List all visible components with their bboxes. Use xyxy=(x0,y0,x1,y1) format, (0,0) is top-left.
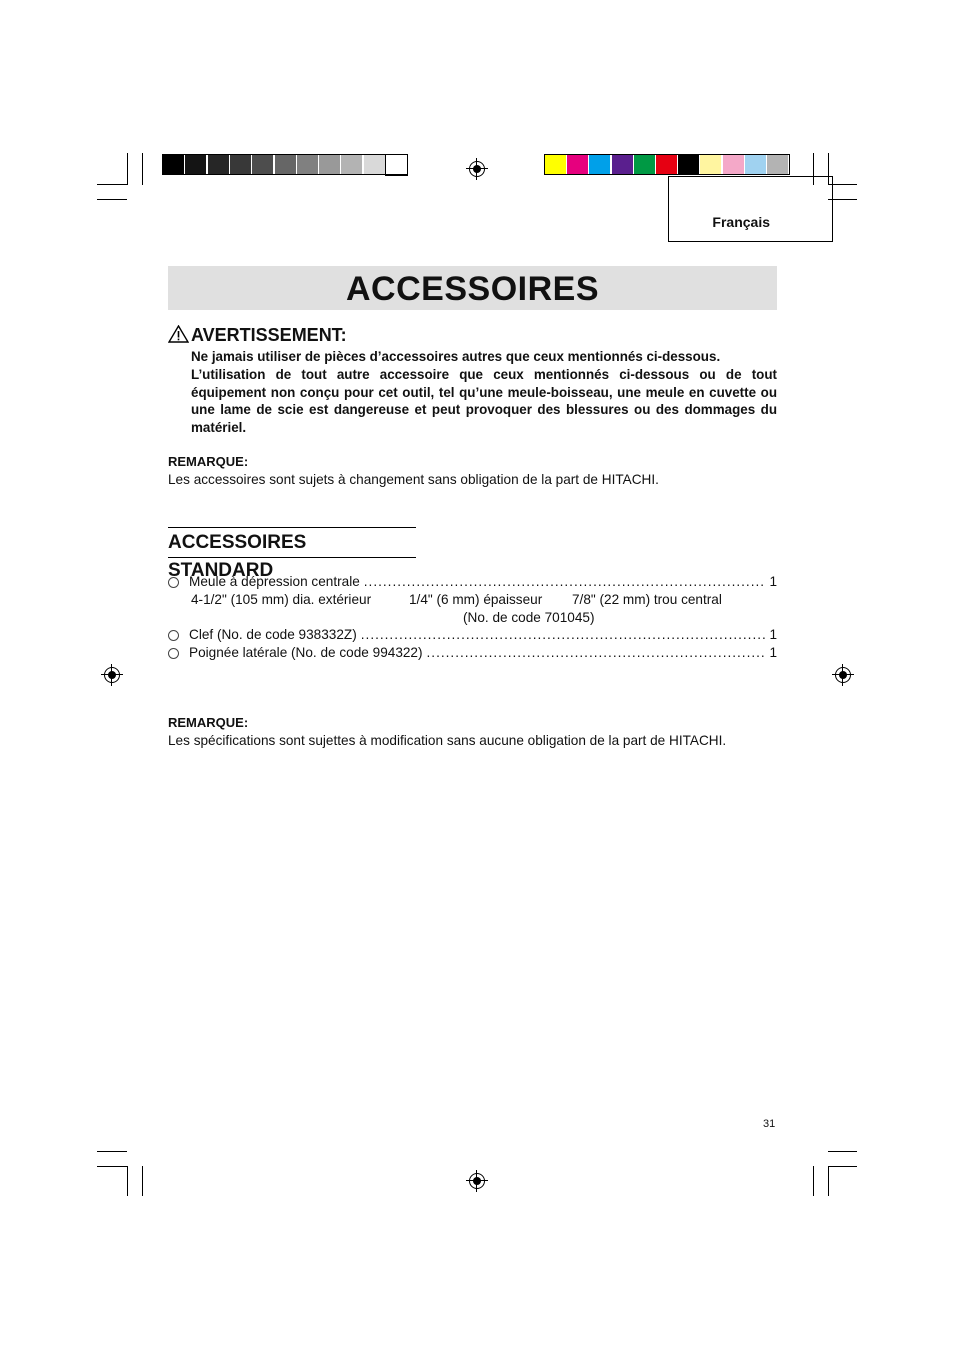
item-qty: 1 xyxy=(769,645,777,660)
crop-mark xyxy=(142,1166,143,1196)
color-bar-frame xyxy=(544,154,790,175)
section-heading: ACCESSOIRES STANDARD xyxy=(168,527,416,558)
crop-mark xyxy=(97,199,127,200)
crop-mark xyxy=(97,1166,127,1167)
crop-mark xyxy=(828,1166,829,1196)
language-label: Français xyxy=(712,214,770,230)
crop-mark xyxy=(828,1166,857,1167)
language-tab xyxy=(668,176,833,242)
circle-bullet-icon xyxy=(168,648,179,659)
remark-text: Les accessoires sont sujets à changement sans obligation de la part de HITACHI. xyxy=(168,472,659,487)
circle-bullet-icon xyxy=(168,577,179,588)
item-label: Clef (No. de code 938332Z) xyxy=(189,627,357,642)
registration-mark-icon xyxy=(469,1173,485,1189)
wheel-thickness: 1/4" (6 mm) épaisseur xyxy=(409,592,543,607)
crop-mark xyxy=(142,153,143,185)
registration-mark-icon xyxy=(104,667,120,683)
crop-mark xyxy=(97,1151,127,1152)
dot-leader xyxy=(364,573,766,591)
crop-mark xyxy=(828,1151,857,1152)
registration-mark-icon xyxy=(469,161,485,177)
gray-bar-frame xyxy=(162,154,408,175)
list-item xyxy=(168,626,777,644)
page-title: ACCESSOIRES xyxy=(346,270,599,308)
title-bar xyxy=(168,266,777,310)
dot-leader xyxy=(361,626,766,644)
warning-triangle-icon xyxy=(168,325,189,343)
registration-mark-icon xyxy=(835,667,851,683)
wheel-hole: 7/8" (22 mm) trou central xyxy=(572,592,722,607)
crop-mark xyxy=(97,184,127,185)
crop-mark xyxy=(127,153,128,185)
crop-mark xyxy=(127,1166,128,1196)
remark-text: Les spécifications sont sujettes à modification sans aucune obligation de la part de HITACHI. xyxy=(168,733,727,748)
warning-heading-row xyxy=(168,325,347,346)
item-label: Meule à dépression centrale xyxy=(189,574,360,589)
crop-mark xyxy=(813,1166,814,1196)
warning-line: L’utilisation de tout autre accessoire que ceux mentionnés ci-dessous ou de tout équipement non conçu pour cet outil, tel qu’une meule-boisseau, une meule en cuvette ou une lame de scie est dangereuse et peut provoquer des blessures ou des dommages du matériel. xyxy=(191,366,777,436)
wheel-diameter: 4-1/2" (105 mm) dia. extérieur xyxy=(191,592,372,607)
page-number: 31 xyxy=(763,1118,776,1130)
dot-leader xyxy=(427,644,766,662)
item-qty: 1 xyxy=(769,574,777,589)
list-item xyxy=(168,573,777,591)
item-label: Poignée latérale (No. de code 994322) xyxy=(189,645,423,660)
remark-title: REMARQUE: xyxy=(168,454,249,469)
item-qty: 1 xyxy=(769,627,777,642)
circle-bullet-icon xyxy=(168,630,179,641)
warning-heading: AVERTISSEMENT: xyxy=(191,325,347,345)
wheel-code: (No. de code 701045) xyxy=(463,610,595,625)
warning-text xyxy=(191,348,777,437)
remark-title: REMARQUE: xyxy=(168,715,249,730)
list-item xyxy=(168,644,777,662)
warning-line: Ne jamais utiliser de pièces d’accessoires autres que ceux mentionnés ci-dessous. xyxy=(191,349,721,364)
